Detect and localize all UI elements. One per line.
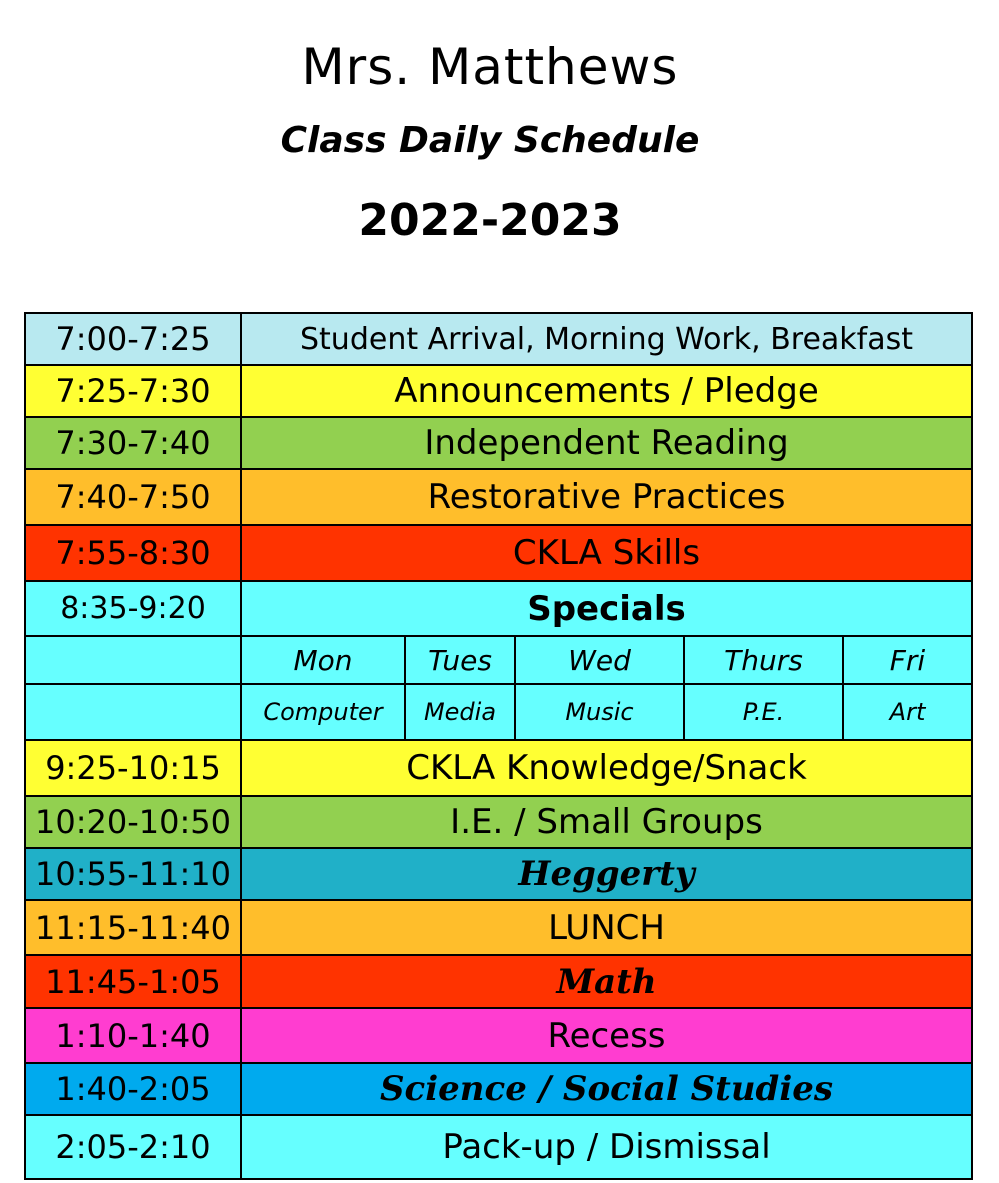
day-cell: Wed [515,636,684,684]
time-cell: 10:20-10:50 [25,796,241,848]
time-cell: 9:25-10:15 [25,740,241,796]
time-cell: 11:15-11:40 [25,900,241,955]
schedule-row [25,313,972,365]
schedule-row [25,581,972,636]
activity-cell: Recess [241,1008,972,1063]
day-cell: Mon [241,636,405,684]
subject-cell: P.E. [684,684,843,740]
day-cell: Thurs [684,636,843,684]
time-cell: 1:10-1:40 [25,1008,241,1063]
schedule-row [25,900,972,955]
schedule-row [25,1008,972,1063]
activity-cell: I.E. / Small Groups [241,796,972,848]
time-cell: 7:25-7:30 [25,365,241,417]
activity-cell: Specials [241,581,972,636]
activity-cell: LUNCH [241,900,972,955]
specials-subjects-row [25,684,972,740]
subject-cell: Computer [241,684,405,740]
time-cell: 11:45-1:05 [25,955,241,1008]
teacher-name: Mrs. Matthews [301,38,679,96]
time-cell: 7:55-8:30 [25,525,241,581]
time-cell: 10:55-11:10 [25,848,241,900]
blank-time-cell [25,684,241,740]
schedule-row [25,955,972,1008]
subject-cell: Art [843,684,972,740]
school-year: 2022-2023 [358,195,622,246]
time-cell: 8:35-9:20 [25,581,241,636]
schedule-row [25,525,972,581]
schedule-row [25,417,972,469]
activity-cell: CKLA Knowledge/Snack [241,740,972,796]
activity-cell: Math [241,955,972,1008]
time-cell: 7:00-7:25 [25,313,241,365]
time-cell: 2:05-2:10 [25,1115,241,1179]
activity-cell: Heggerty [241,848,972,900]
schedule-row [25,469,972,525]
subject-cell: Music [515,684,684,740]
specials-days-row [25,636,972,684]
day-cell: Tues [405,636,515,684]
schedule-row [25,1063,972,1115]
daily-schedule-table [24,312,973,1180]
activity-cell: Pack-up / Dismissal [241,1115,972,1179]
schedule-row [25,1115,972,1179]
schedule-row [25,365,972,417]
subject-cell: Media [405,684,515,740]
time-cell: 7:30-7:40 [25,417,241,469]
schedule-row [25,796,972,848]
activity-cell: Student Arrival, Morning Work, Breakfast [241,313,972,365]
activity-cell: Announcements / Pledge [241,365,972,417]
schedule-row [25,740,972,796]
day-cell: Fri [843,636,972,684]
time-cell: 1:40-2:05 [25,1063,241,1115]
activity-cell: Science / Social Studies [241,1063,972,1115]
blank-time-cell [25,636,241,684]
schedule-row [25,848,972,900]
activity-cell: Independent Reading [241,417,972,469]
activity-cell: CKLA Skills [241,525,972,581]
schedule-subtitle: Class Daily Schedule [280,120,700,161]
activity-cell: Restorative Practices [241,469,972,525]
time-cell: 7:40-7:50 [25,469,241,525]
